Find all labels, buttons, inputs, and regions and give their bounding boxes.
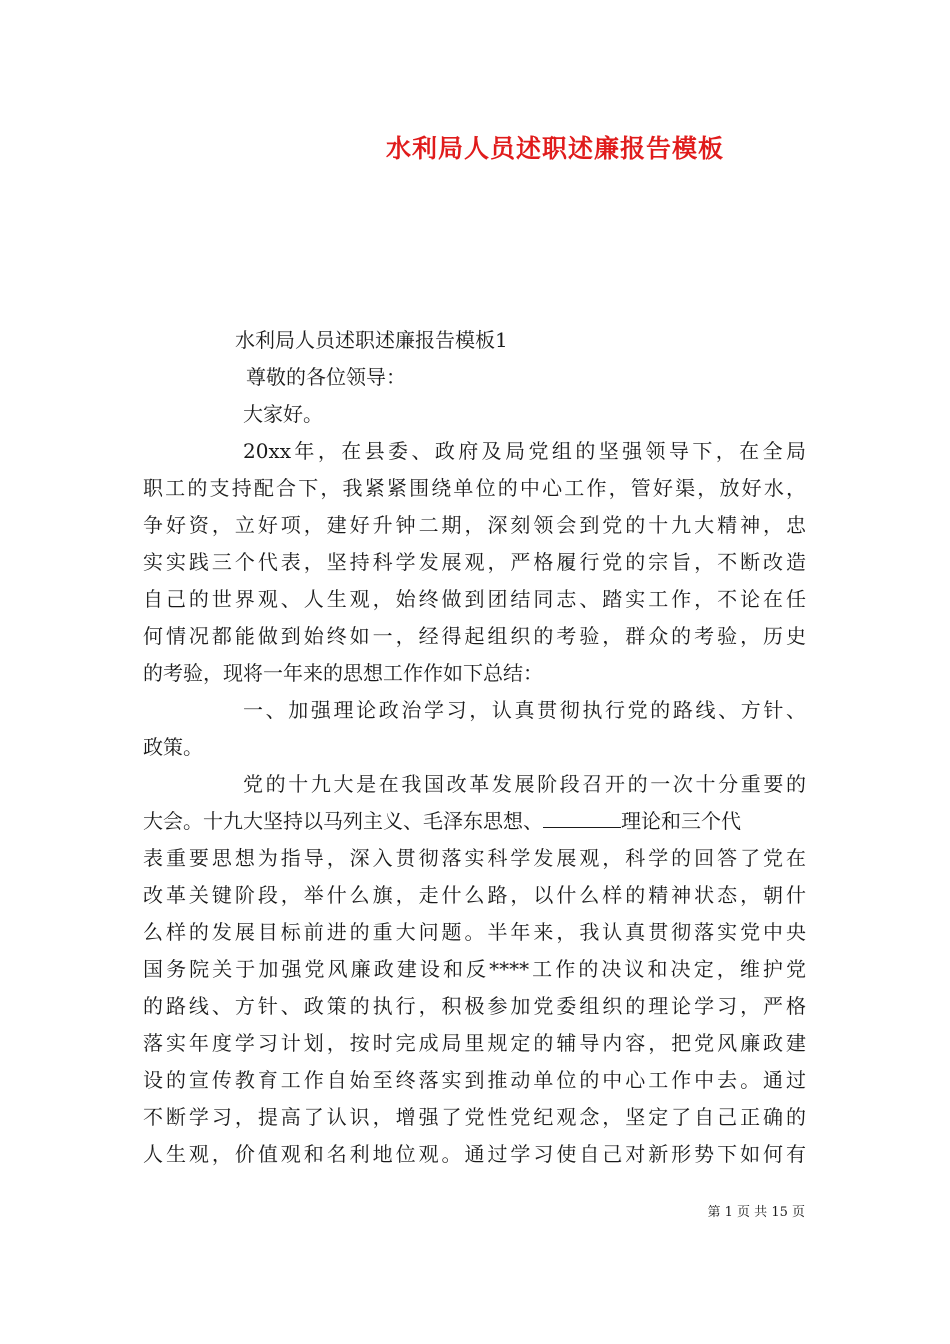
paragraph-line: 20xx年，在县委、政府及局党组的坚强领导下，在全局: [243, 439, 806, 463]
document-body: [143, 322, 806, 1173]
paragraph-line: 的路线、方针、政策的执行，积极参加党委组织的理论学习，严格: [143, 994, 806, 1018]
paragraph-line: 人生观，价值观和名利地位观。通过学习使自己对新形势下如何有: [143, 1142, 806, 1166]
paragraph-text-before-blank: 大会。十九大坚持以马列主义、毛泽东思想、: [143, 809, 543, 833]
paragraph-line: 争好资，立好项，建好升钟二期，深刻领会到党的十九大精神，忠: [143, 513, 806, 537]
paragraph-line: 职工的支持配合下，我紧紧围绕单位的中心工作，管好渠，放好水，: [143, 476, 806, 500]
paragraph-text-after-blank: 理论和三个代: [621, 809, 741, 833]
paragraph-line: 表重要思想为指导，深入贯彻落实科学发展观，科学的回答了党在: [143, 846, 806, 870]
section-subtitle: 水利局人员述职述廉报告模板1: [235, 328, 508, 352]
salutation: 尊敬的各位领导：: [246, 365, 406, 389]
greeting: 大家好。: [243, 402, 323, 426]
paragraph-line: 自己的世界观、人生观，始终做到团结同志、踏实工作，不论在任: [143, 587, 806, 611]
paragraph-line: 么样的发展目标前进的重大问题。半年来，我认真贯彻落实党中央: [143, 920, 806, 944]
paragraph-line: 党的十九大是在我国改革发展阶段召开的一次十分重要的: [243, 772, 806, 796]
section-heading-line: 一、加强理论政治学习，认真贯彻执行党的路线、方针、: [243, 698, 806, 722]
paragraph-line: 设的宣传教育工作自始至终落实到推动单位的中心工作中去。通过: [143, 1068, 806, 1092]
paragraph-line: 实实践三个代表，坚持科学发展观，严格履行党的宗旨，不断改造: [143, 550, 806, 574]
paragraph-line: 不断学习，提高了认识，增强了党性党纪观念，坚定了自己正确的: [143, 1105, 806, 1129]
section-heading-line: 政策。: [143, 735, 203, 759]
document-title: 水利局人员述职述廉报告模板: [385, 134, 724, 163]
fill-in-blank: [543, 807, 621, 828]
paragraph-line: 何情况都能做到始终如一，经得起组织的考验，群众的考验，历史: [143, 624, 806, 648]
paragraph-line-with-blank: [143, 803, 806, 840]
paragraph-line: 落实年度学习计划，按时完成局里规定的辅导内容，把党风廉政建: [143, 1031, 806, 1055]
paragraph-line: 国务院关于加强党风廉政建设和反****工作的决议和决定，维护党: [143, 957, 806, 981]
page-number: 第 1 页 共 15 页: [707, 1205, 805, 1220]
paragraph-line: 改革关键阶段，举什么旗，走什么路，以什么样的精神状态，朝什: [143, 883, 806, 907]
paragraph-line: 的考验，现将一年来的思想工作作如下总结：: [143, 661, 543, 685]
